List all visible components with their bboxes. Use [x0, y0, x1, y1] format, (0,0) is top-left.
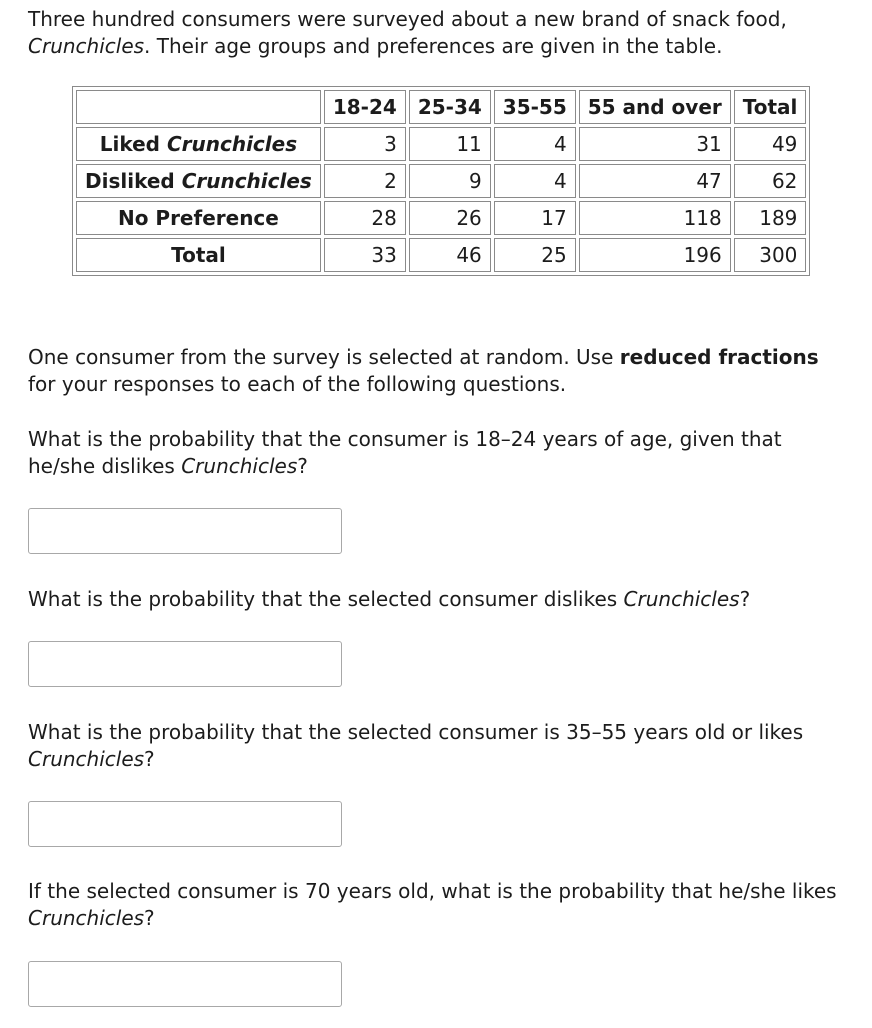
row-header [76, 127, 321, 161]
table-cell: 3 [324, 127, 406, 161]
question-text: What is the probability that the consumer is 18–24 years of age, given that he/she dislikes [28, 427, 782, 478]
row-header-text: No Preference [117, 206, 279, 230]
table-cell: 62 [734, 164, 807, 198]
question-end: ? [144, 747, 155, 771]
row-header-text: Liked [99, 132, 167, 156]
table-cell: 33 [324, 238, 406, 272]
question-end: ? [739, 587, 751, 611]
table-cell: 4 [494, 127, 576, 161]
table-cell: 28 [324, 201, 406, 235]
table-cell: 26 [409, 201, 491, 235]
table-cell: 196 [579, 238, 731, 272]
table-cell: 2 [324, 164, 406, 198]
column-header: 35-55 [494, 90, 576, 124]
table-row [76, 164, 806, 198]
question-end: ? [144, 906, 155, 930]
instructions-text [28, 344, 848, 398]
table-row [76, 201, 806, 235]
row-header [76, 164, 321, 198]
intro-part2: . Their age groups and preferences are given in the table. [144, 34, 723, 58]
intro-text [28, 6, 848, 60]
question-text: If the selected consumer is 70 years old, what is the probability that he/she likes [28, 879, 837, 903]
column-header: 55 and over [579, 90, 731, 124]
question-brand: Crunchicles [28, 906, 145, 930]
table-row [76, 127, 806, 161]
intro-part1: Three hundred consumers were surveyed about a new brand of snack food, [28, 7, 787, 31]
survey-table [72, 86, 810, 276]
row-header-brand: Crunchicles [181, 169, 312, 193]
answer-input-4[interactable] [28, 961, 342, 1007]
table-cell: 46 [409, 238, 491, 272]
instructions-part1: One consumer from the survey is selected at random. Use [28, 345, 620, 369]
table-cell: 300 [734, 238, 807, 272]
table-cell: 17 [494, 201, 576, 235]
question-1 [28, 426, 848, 480]
instructions-bold: reduced fractions [619, 345, 819, 369]
row-header [76, 238, 321, 272]
column-header: 18-24 [324, 90, 406, 124]
question-text: What is the probability that the selected consumer dislikes [28, 587, 624, 611]
row-header-brand: Crunchicles [166, 132, 298, 156]
question-brand: Crunchicles [28, 747, 145, 771]
row-header [76, 201, 321, 235]
survey-table-wrap [72, 86, 810, 276]
question-brand: Crunchicles [623, 587, 740, 611]
table-cell: 49 [734, 127, 807, 161]
table-cell: 9 [409, 164, 491, 198]
instructions-part2: for your responses to each of the following questions. [28, 372, 567, 396]
question-text: What is the probability that the selected consumer is 35–55 years old or likes [28, 720, 804, 744]
answer-input-2[interactable] [28, 641, 342, 687]
answer-input-1[interactable] [28, 508, 342, 554]
table-cell: 189 [734, 201, 807, 235]
intro-brand: Crunchicles [28, 34, 145, 58]
row-header-text: Total [171, 243, 226, 267]
question-3 [28, 719, 848, 773]
answer-input-3[interactable] [28, 801, 342, 847]
question-brand: Crunchicles [181, 454, 298, 478]
question-end: ? [297, 454, 308, 478]
table-cell: 118 [579, 201, 731, 235]
question-2 [28, 586, 848, 613]
table-cell: 11 [409, 127, 491, 161]
table-header-row [76, 90, 806, 124]
table-cell: 25 [494, 238, 576, 272]
table-cell: 4 [494, 164, 576, 198]
table-row [76, 238, 806, 272]
table-cell: 47 [579, 164, 731, 198]
column-header: Total [734, 90, 807, 124]
column-header: 25-34 [409, 90, 491, 124]
row-header-text: Disliked [85, 169, 182, 193]
table-cell: 31 [579, 127, 731, 161]
question-4 [28, 878, 848, 932]
table-corner-cell [76, 90, 321, 124]
